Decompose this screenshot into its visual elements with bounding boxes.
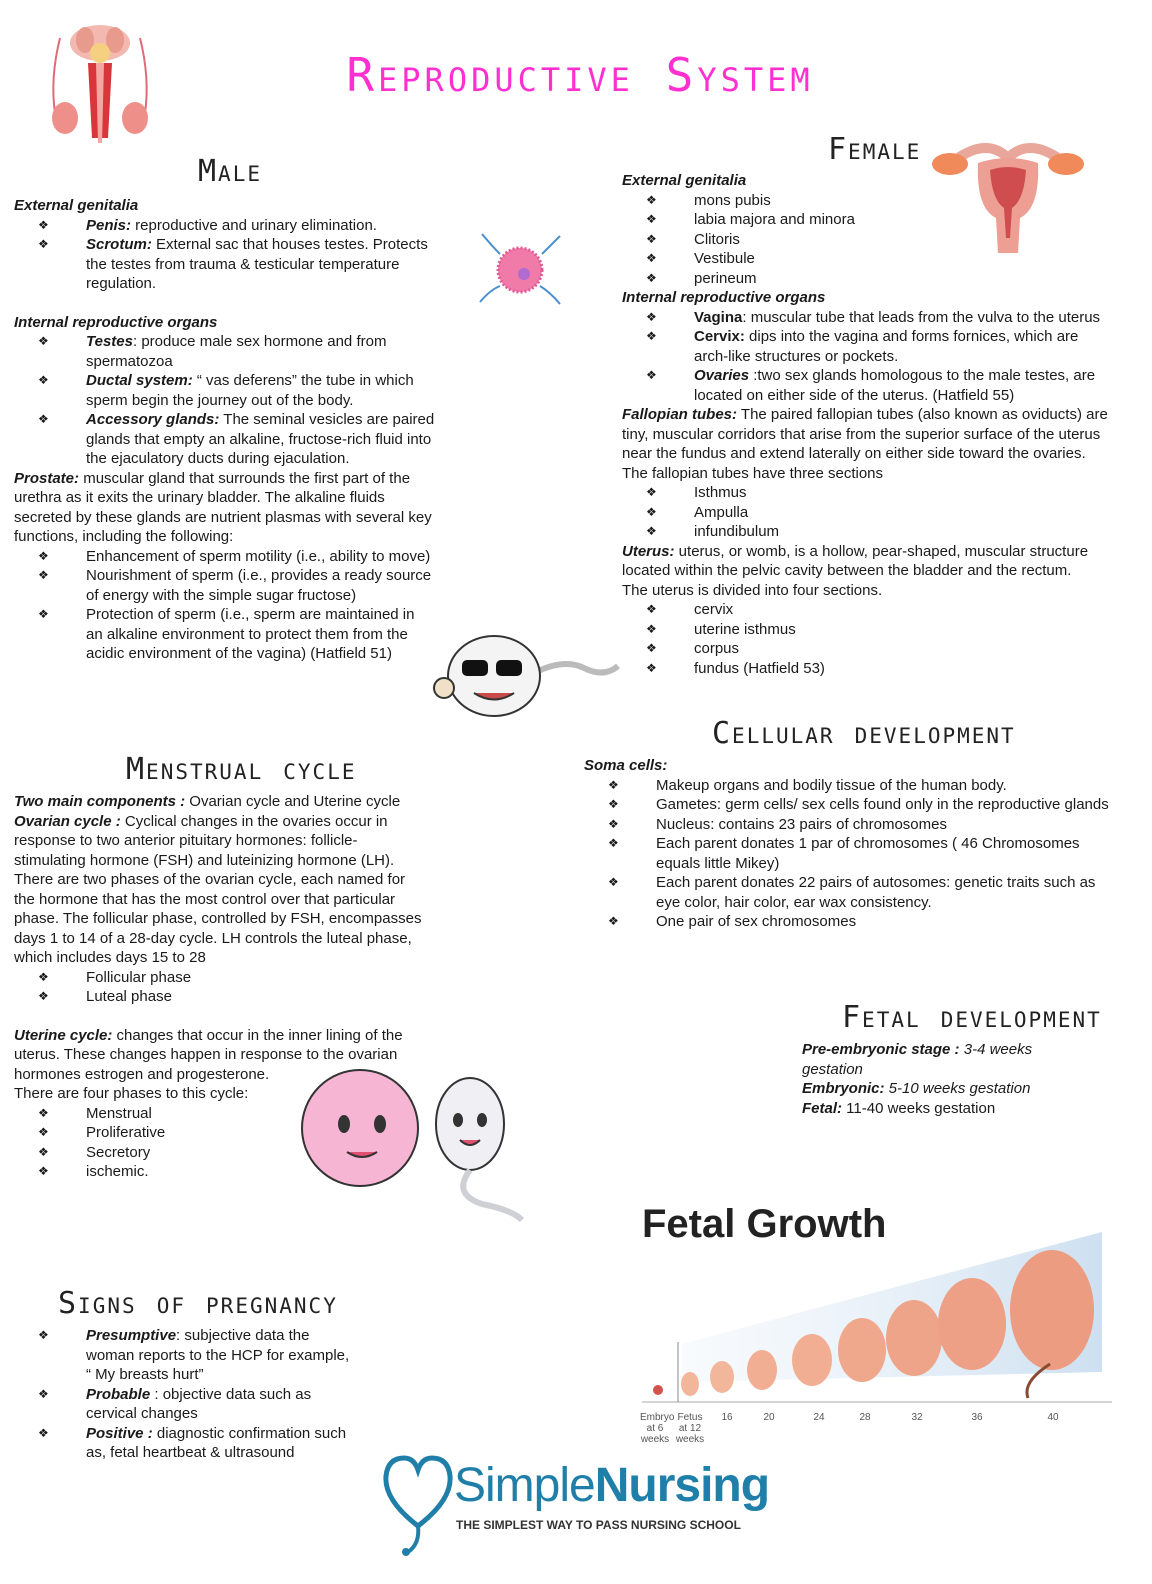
female-internal-title: Internal reproductive organs bbox=[622, 289, 826, 306]
list-item: ❖ labia majora and minora bbox=[622, 210, 1110, 230]
list-item: ❖ Positive : diagnostic confirmation such as, fetal heartbeat & ultrasound bbox=[14, 1424, 354, 1463]
list-item: ❖ Proliferative bbox=[14, 1123, 426, 1143]
fetal-growth-title: Fetal Growth bbox=[642, 1202, 887, 1246]
fetal-label-32: 32 bbox=[911, 1412, 923, 1423]
cellular-heading: Cellular development bbox=[712, 716, 1016, 751]
pregnancy-heading: Signs of pregnancy bbox=[58, 1286, 338, 1321]
list-item: ❖ infundibulum bbox=[622, 522, 1110, 542]
list-item: ❖ mons pubis bbox=[622, 191, 1110, 211]
list-item: ❖ Ductal system: “ vas deferens” the tube in which sperm begin the journey out of the body. bbox=[14, 371, 438, 410]
uterine-phases-intro: There are four phases to this cycle: bbox=[14, 1085, 249, 1102]
male-external-list bbox=[14, 216, 438, 294]
menstrual-section bbox=[14, 792, 426, 1182]
list-item: ❖ Ampulla bbox=[622, 503, 1110, 523]
list-item: ❖ Scrotum: External sac that houses testes. Protects the testes from trauma & testicular temperature regulation. bbox=[14, 235, 438, 294]
pregnancy-list bbox=[14, 1326, 354, 1463]
list-item: ❖ Makeup organs and bodily tissue of the human body. bbox=[584, 776, 1114, 796]
uterus-list bbox=[622, 600, 1110, 678]
list-item: ❖ Cervix: dips into the vagina and forms fornices, which are arch-like structures or pockets. bbox=[622, 327, 1110, 366]
fetal-label-36: 36 bbox=[971, 1412, 983, 1423]
list-item: ❖ Follicular phase bbox=[14, 968, 426, 988]
uterine-paragraph: Uterine cycle: changes that occur in the inner lining of the uterus. These changes happen in response to the ovarian hormones estrogen and progesterone. bbox=[14, 1026, 403, 1083]
fetal-growth-illustration bbox=[642, 1232, 1112, 1432]
list-item: ❖ uterine isthmus bbox=[622, 620, 1110, 640]
female-internal-list bbox=[622, 308, 1110, 406]
fetal-label-16: 16 bbox=[721, 1412, 733, 1423]
uterus-paragraph: Uterus: uterus, or womb, is a hollow, pear-shaped, muscular structure located within the pelvic cavity between the bladder and the rectum. bbox=[622, 542, 1089, 579]
fetal-label-fetus: Fetus at 12 weeks bbox=[675, 1412, 705, 1445]
soma-title: Soma cells: bbox=[584, 757, 668, 774]
fetal-label-28: 28 bbox=[859, 1412, 871, 1423]
fetal-label-24: 24 bbox=[813, 1412, 825, 1423]
list-item: ❖ Each parent donates 22 pairs of autosomes: genetic traits such as eye color, hair color, ear wax consistency. bbox=[584, 873, 1114, 912]
page-title: Reproductive System bbox=[346, 48, 814, 102]
list-item: ❖ Vestibule bbox=[622, 249, 1110, 269]
list-item: ❖ Menstrual bbox=[14, 1104, 426, 1124]
male-internal-title: Internal reproductive organs bbox=[14, 313, 218, 331]
fetal-label-embryo: Embryo at 6 weeks bbox=[640, 1412, 675, 1445]
list-item: ❖ Nucleus: contains 23 pairs of chromosomes bbox=[584, 815, 1114, 835]
list-item: ❖ corpus bbox=[622, 639, 1110, 659]
fetal-label-20: 20 bbox=[763, 1412, 775, 1423]
male-anatomy-illustration bbox=[40, 18, 160, 148]
fetal-section bbox=[802, 1040, 1092, 1118]
list-item: ❖ Accessory glands: The seminal vesicles are paired glands that empty an alkaline, fructose-rich fluid into the ejaculatory ducts during ejaculation. bbox=[14, 410, 438, 469]
list-item: ❖ Protection of sperm (i.e., sperm are maintained in an alkaline environment to protect them from the acidic environment of the vagina) (Hatfield 51) bbox=[14, 605, 434, 664]
cellular-section bbox=[584, 756, 1114, 932]
cool-sperm-cartoon bbox=[424, 618, 620, 724]
fetal-line: Fetal: 11-40 weeks gestation bbox=[802, 1099, 996, 1117]
components-line: Two main components : Ovarian cycle and Uterine cycle bbox=[14, 793, 401, 810]
female-external-title: External genitalia bbox=[622, 172, 747, 189]
list-item: ❖ Vagina: muscular tube that leads from the vulva to the uterus bbox=[622, 308, 1110, 328]
list-item: ❖ Probable : objective data such as cervical changes bbox=[14, 1385, 354, 1424]
prostate-paragraph: Prostate: muscular gland that surrounds the first part of the urethra as it exits the urinary bladder. The alkaline fluids secreted by these glands are nutrient plasmas with several key functions, including the following: bbox=[14, 469, 432, 545]
fetal-heading: Fetal development bbox=[842, 1000, 1102, 1035]
sperm-egg-illustration bbox=[472, 226, 568, 310]
fallopian-paragraph: Fallopian tubes: The paired fallopian tubes (also known as oviducts) are tiny, muscular corridors that arise from the superior surface of the uterus near the fundus and extend laterally on either side toward the ovaries. The fallopian tubes have three sections bbox=[622, 406, 1108, 482]
embryonic-line: Embryonic: 5-10 weeks gestation bbox=[802, 1080, 1031, 1097]
pregnancy-section bbox=[14, 1326, 354, 1463]
list-item: ❖ fundus (Hatfield 53) bbox=[622, 659, 1110, 679]
ovarian-paragraph: Ovarian cycle : Cyclical changes in the ovaries occur in response to two anterior pituitary hormones: follicle-stimulating hormone (FSH) and luteinizing hormone (LH). There are two phases of the ovarian cycle, each named for the hormone that has the most control over that particular phase. The follicular phase, controlled by FSH, encompasses days 1 to 14 of a 28-day cycle. LH controls the luteal phase, which includes days 15 to 28 bbox=[14, 812, 422, 966]
list-item: ❖ cervix bbox=[622, 600, 1110, 620]
list-item: ❖ perineum bbox=[622, 269, 1110, 289]
male-external-title: External genitalia bbox=[14, 197, 139, 214]
list-item: ❖ Penis: reproductive and urinary elimination. bbox=[14, 216, 438, 236]
list-item: ❖ Nourishment of sperm (i.e., provides a ready source of energy with the simple sugar fructose) bbox=[14, 566, 434, 605]
list-item: ❖ Gametes: germ cells/ sex cells found only in the reproductive glands bbox=[584, 795, 1114, 815]
list-item: ❖ Ovaries :two sex glands homologous to the male testes, are located on either side of the uterus. (Hatfield 55) bbox=[622, 366, 1110, 405]
uterine-list bbox=[14, 1104, 426, 1182]
male-section bbox=[14, 196, 438, 664]
list-item: ❖ Luteal phase bbox=[14, 987, 426, 1007]
fallopian-list bbox=[622, 483, 1110, 542]
cellular-list bbox=[584, 776, 1114, 932]
logo-name: SimpleNursing bbox=[454, 1459, 770, 1512]
female-section bbox=[622, 171, 1110, 678]
list-item: ❖ Enhancement of sperm motility (i.e., ability to move) bbox=[14, 547, 434, 567]
list-item: ❖ ischemic. bbox=[14, 1162, 426, 1182]
list-item: ❖ Each parent donates 1 par of chromosomes ( 46 Chromosomes equals little Mikey) bbox=[584, 834, 1114, 873]
ovarian-list bbox=[14, 968, 426, 1007]
male-heading: Male bbox=[198, 154, 262, 189]
simplenursing-logo bbox=[378, 1448, 778, 1568]
female-external-list bbox=[622, 191, 1110, 289]
heart-stethoscope-icon bbox=[378, 1448, 458, 1558]
uterus-sections-intro: The uterus is divided into four sections. bbox=[622, 581, 883, 599]
fetal-label-40: 40 bbox=[1047, 1412, 1059, 1423]
list-item: ❖ Isthmus bbox=[622, 483, 1110, 503]
list-item: ❖ Testes: produce male sex hormone and from spermatozoa bbox=[14, 332, 438, 371]
list-item: ❖ Clitoris bbox=[622, 230, 1110, 250]
pre-embryonic-line: Pre-embryonic stage : 3-4 weeks gestation bbox=[802, 1041, 1033, 1078]
logo-tagline: THE SIMPLEST WAY TO PASS NURSING SCHOOL bbox=[456, 1518, 741, 1532]
list-item: ❖ Presumptive: subjective data the woman reports to the HCP for example, “ My breasts hurt” bbox=[14, 1326, 354, 1385]
list-item: ❖ Secretory bbox=[14, 1143, 426, 1163]
male-internal-list bbox=[14, 332, 438, 469]
list-item: ❖ One pair of sex chromosomes bbox=[584, 912, 1114, 932]
menstrual-heading: Menstrual cycle bbox=[126, 752, 357, 787]
prostate-list bbox=[14, 547, 434, 664]
female-heading: Female bbox=[828, 132, 922, 167]
